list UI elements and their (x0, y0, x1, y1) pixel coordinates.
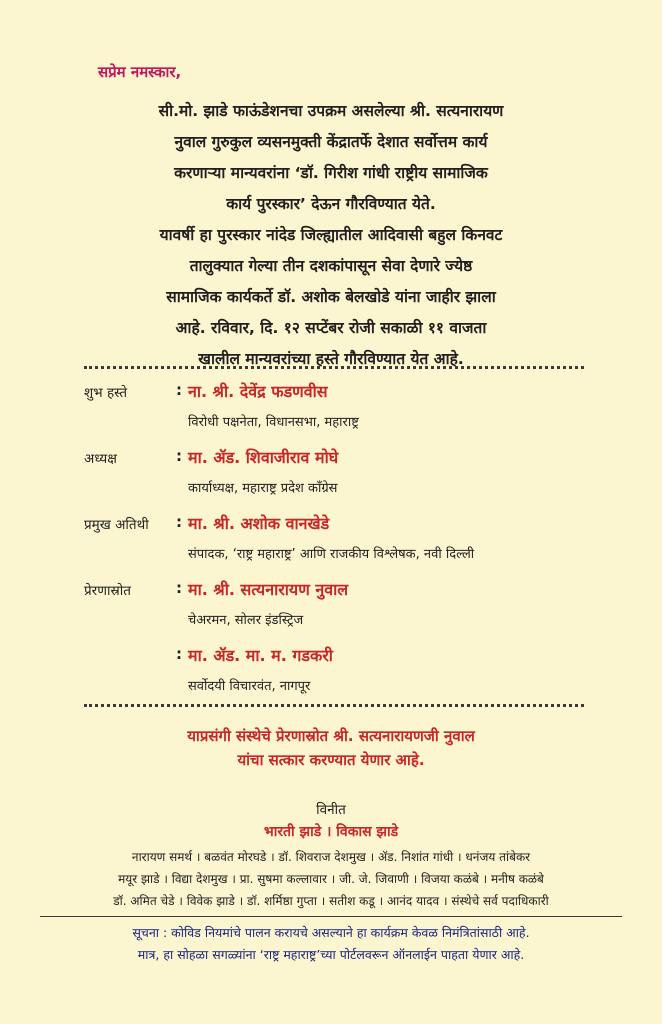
guest-designation: चेअरमन, सोलर इंडस्ट्रिज (188, 613, 304, 628)
guest-name: मा. ॲड. मा. म. गडकरी (188, 646, 333, 665)
guest-row (84, 512, 604, 578)
intro-line: कार्य पुरस्कार’ देऊन गौरविण्यात येते. (226, 195, 436, 213)
intro-line: यावर्षी हा पुरस्कार नांदेड जिल्ह्यातील आदिवासी बहुल किनवट (159, 226, 503, 244)
guest-list (84, 380, 604, 710)
organizers-list (40, 846, 622, 912)
guest-colon: : (176, 579, 182, 597)
guest-designation: कार्याध्यक्ष, महाराष्ट्र प्रदेश काँग्रेस (188, 481, 338, 496)
intro-line: आहे. रविवार, दि. १२ सप्टेंबर रोजी सकाळी ११ वाजता (175, 319, 487, 337)
guest-row (84, 446, 604, 512)
felicitation-line: यांचा सत्कार करण्यात येणार आहे. (237, 751, 425, 769)
intro-text (70, 96, 592, 375)
greeting: सप्रेम नमस्कार, (98, 63, 182, 81)
organizers-line: मयूर झाडे । विद्या देशमुख । प्रा. सुषमा कल्लावार । जी. जे. जिवाणी । विजया कळंबे । मनीष कळंबे (118, 872, 544, 886)
intro-line: करणाऱ्या मान्यवरांना ‘डॉ. गिरीश गांधी राष्ट्रीय सामाजिक (174, 164, 488, 182)
notice-line: सूचना : कोविड नियमांचे पालन करायचे असल्याने हा कार्यक्रम केवळ निमंत्रितांसाठी आहे. (132, 925, 530, 940)
intro-line: नुवाल गुरुकुल व्यसनमुक्ती केंद्रातर्फे देशात सर्वोत्तम कार्य (174, 133, 488, 151)
intro-line: तालुक्यात गेल्या तीन दशकांपासून सेवा देणारे ज्येष्ठ (189, 257, 473, 275)
dotted-divider-top (84, 366, 584, 369)
guest-role: प्रेरणास्रोत (84, 583, 131, 599)
guest-designation: सर्वोदयी विचारवंत, नागपूर (188, 679, 311, 694)
guest-designation: संपादक, ‘राष्ट्र महाराष्ट्र’ आणि राजकीय विश्लेषक, नवी दिल्ली (188, 547, 475, 562)
guest-name: मा. श्री. अशोक वानखेडे (188, 514, 330, 533)
guest-name: ना. श्री. देवेंद्र फडणवीस (188, 382, 328, 401)
guest-colon: : (176, 513, 182, 531)
guest-name: मा. ॲड. शिवाजीराव मोघे (188, 448, 339, 467)
guest-row (84, 578, 604, 644)
guest-name: मा. श्री. सत्यनारायण नुवाल (188, 580, 349, 599)
organizers-line: नारायण समर्थ । बळवंत मोरघडे । डॉ. शिवराज देशमुख । ॲड. निशांत गांधी । धनंजय तांबेकर (131, 850, 531, 864)
guest-role: अध्यक्ष (84, 451, 117, 467)
guest-role: शुभ हस्ते (84, 385, 128, 401)
intro-line: खालील मान्यवरांच्या हस्ते गौरविण्यात येत आहे. (198, 350, 464, 368)
guest-colon: : (176, 447, 182, 465)
guest-designation: विरोधी पक्षनेता, विधानसभा, महाराष्ट्र (188, 415, 359, 430)
guest-row (84, 644, 604, 710)
dotted-divider-bottom (84, 704, 584, 707)
notice-line: मात्र, हा सोहळा सगळ्यांना ‘राष्ट्र महाराष्ट्र’च्या पोर्टलवरून ऑनलाईन पाहता येणार आहे. (137, 947, 525, 962)
felicitation-line: याप्रसंगी संस्थेचे प्रेरणास्रोत श्री. सत्यनारायणजी नुवाल (187, 727, 475, 745)
intro-line: सी.मो. झाडे फाऊंडेशनचा उपक्रम असलेल्या श्री. सत्यनारायण (158, 102, 504, 120)
intro-paragraph-1 (70, 96, 592, 220)
intro-paragraph-2 (70, 220, 592, 375)
guest-colon: : (176, 381, 182, 399)
hosts-names: भारती झाडे । विकास झाडे (263, 824, 399, 840)
guest-role: प्रमुख अतिथी (84, 517, 149, 533)
vinit-label: विनीत (316, 802, 346, 818)
intro-line: सामाजिक कार्यकर्ते डॉ. अशोक बेलखोडे यांना जाहीर झाला (166, 288, 496, 306)
guest-row (84, 380, 604, 446)
footer-notice (40, 922, 622, 966)
organizers-line: डॉ. अमित चेडे । विवेक झाडे । डॉ. शर्मिष्ठा गुप्ता । सतीश कडू । आनंद यादव । संस्थेचे सर्व पदाधिकारी (113, 894, 549, 908)
footer-divider (40, 916, 622, 917)
felicitation-note (80, 724, 582, 772)
guest-colon: : (176, 645, 182, 663)
